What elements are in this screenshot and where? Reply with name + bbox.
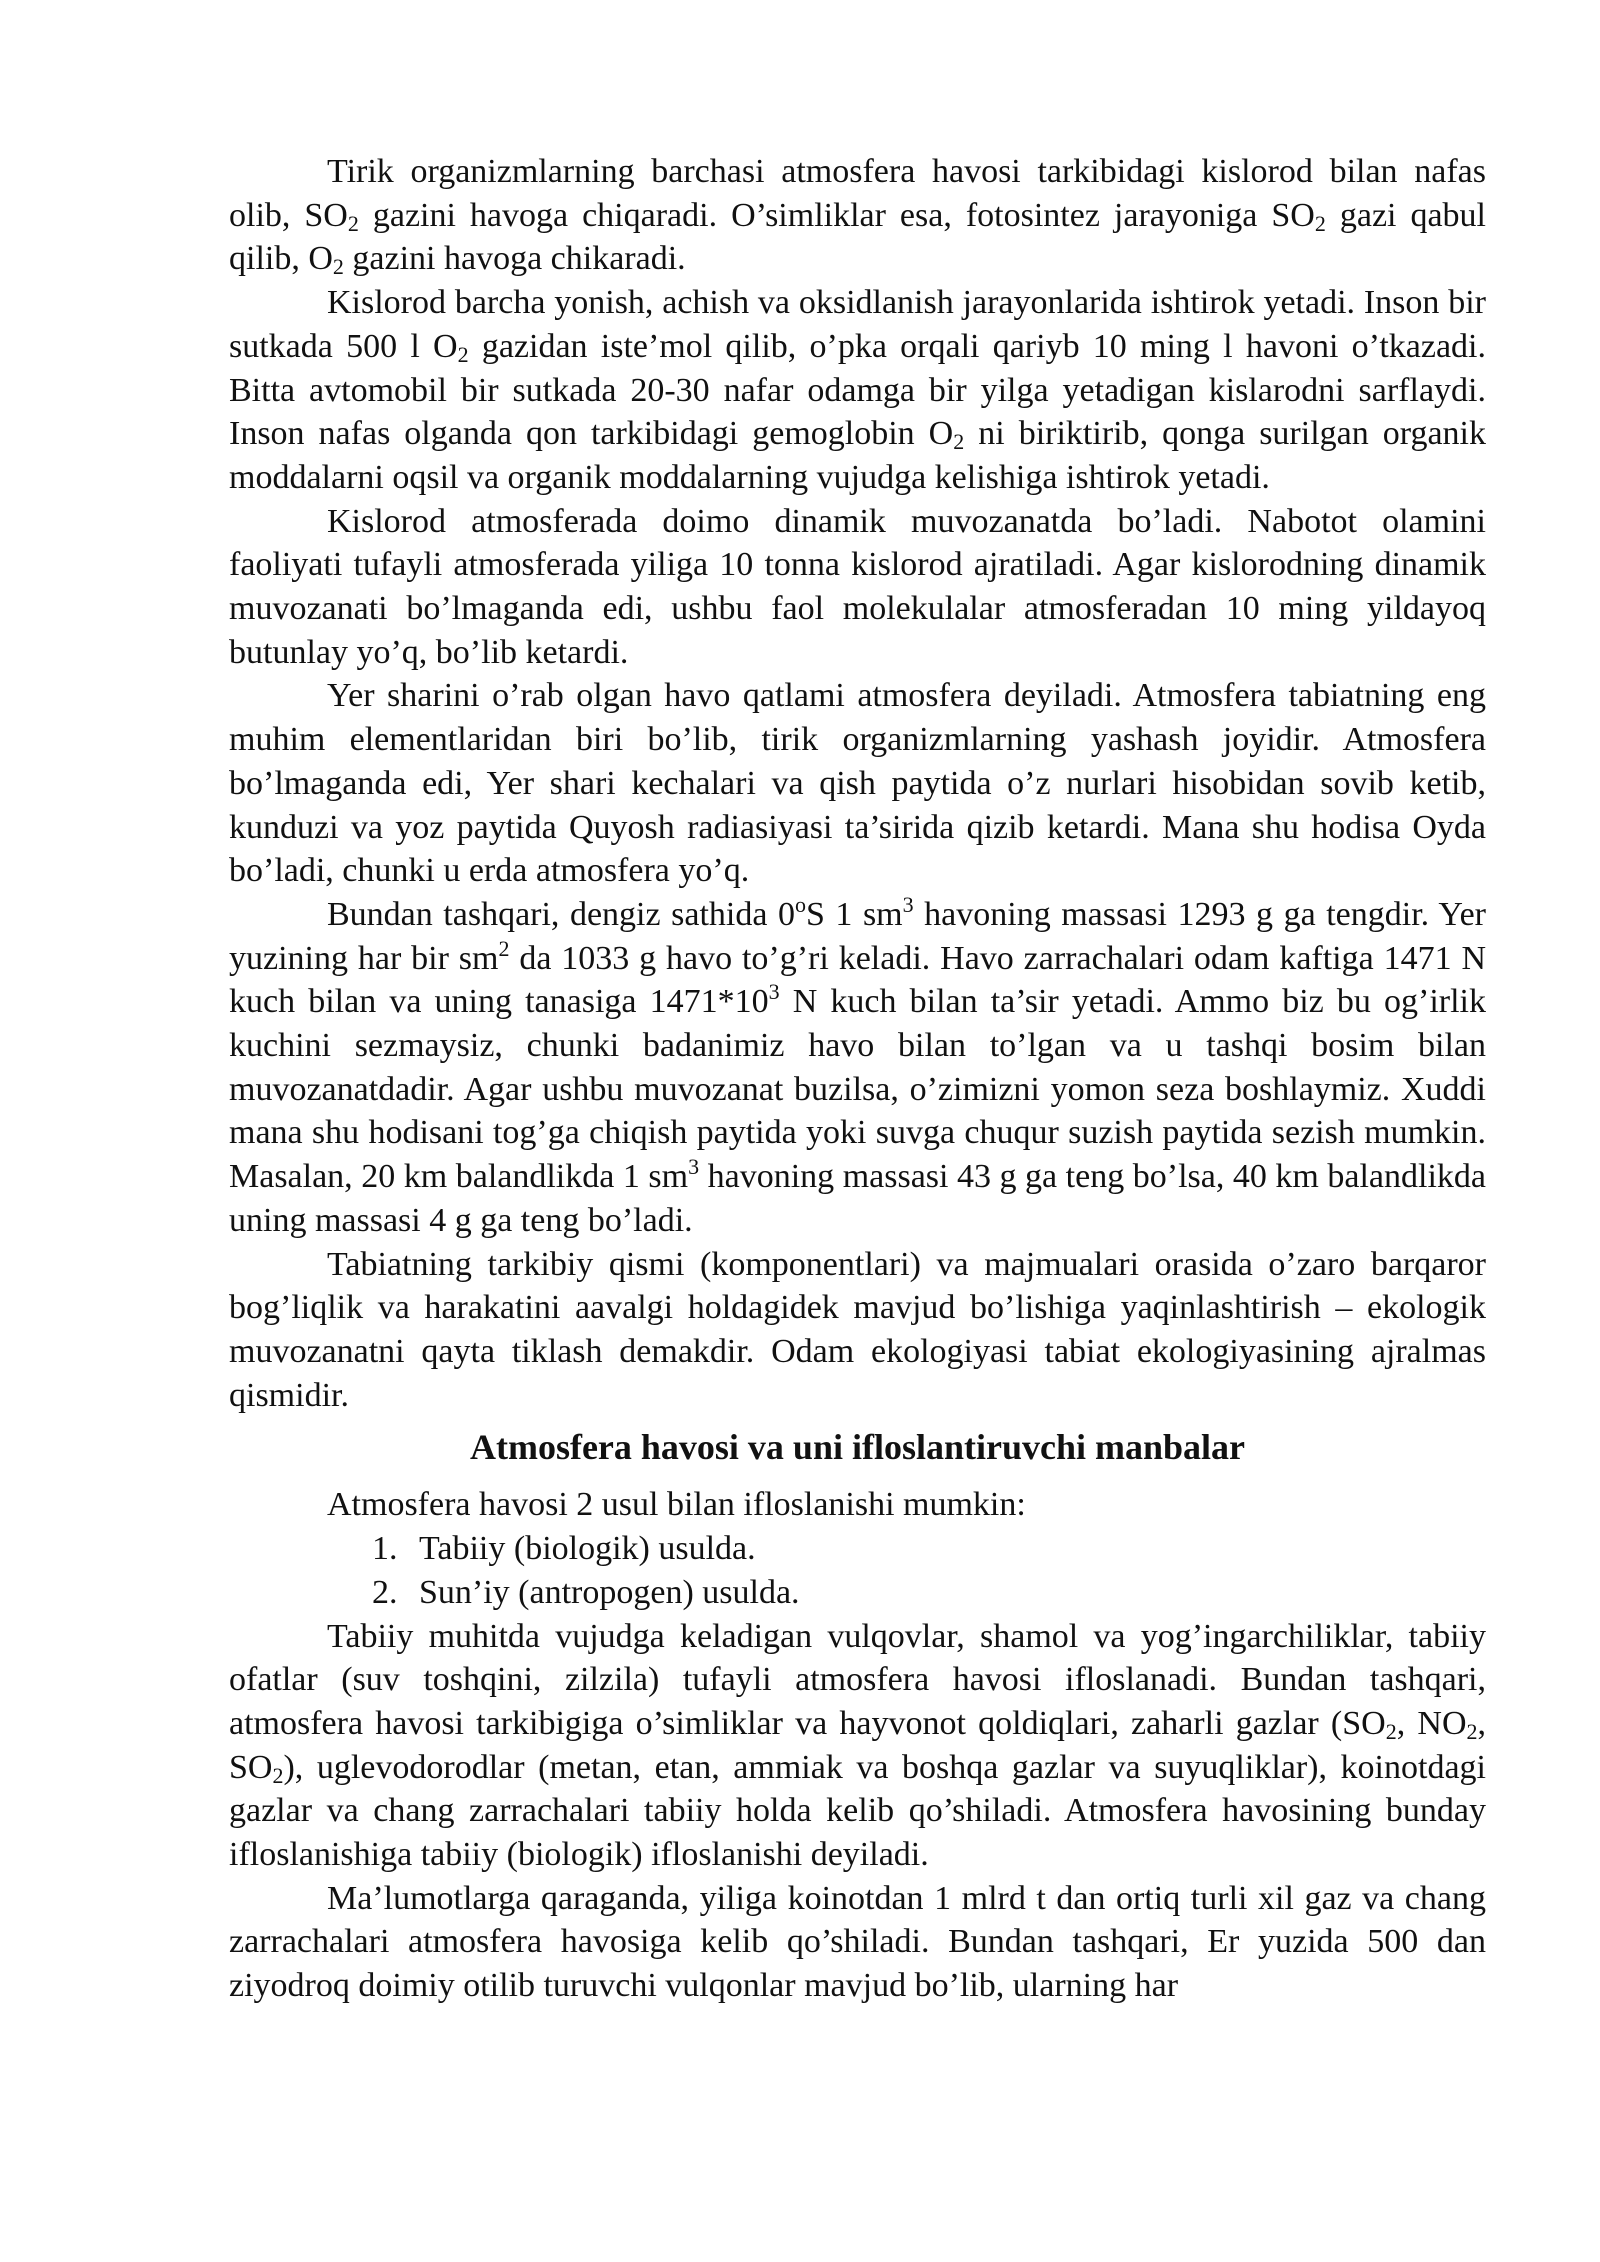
paragraph-oxygen-combustion: Kislorod barcha yonish, achish va oksidlanish jarayonlarida ishtirok yetadi. Inson bir sutkada 500 l $O_2$ gazidan iste’mol qilib, o’pka orqali qariyb 10 ming l havoni o’tkazadi. Bitta avtomobil bir sutkada 20-30 nafar odamga bir yilga yetadigan kislarodni sarflaydi. Inson nafas olganda qon tarkibidagi gemoglobin $O_2$ ni biriktirib, qonga surilgan organik moddalarni oqsil va organik moddalarning vujudga kelishiga ishtirok yetadi.: [229, 284, 1486, 496]
list-item: 2. Sun’iy (antropogen) usulda.: [372, 1573, 800, 1611]
paragraph-cosmic-dust-volcanoes: Ma’lumotlarga qaraganda, yiliga koinotdan 1 mlrd t dan ortiq turli xil gaz va chang zarrachalari atmosfera havosiga kelib qo’shiladi. Bundan tashqari, Er yuzida 500 dan ziyodroq doimiy otilib turuvchi vulqonlar mavjud bo’lib, ularning har: [229, 1879, 1486, 2005]
paragraph-atmosphere-definition: Yer sharini o’rab olgan havo qatlami atmosfera deyiladi. Atmosfera tabiatning eng muhim elementlaridan biri bo’lib, tirik organizmlarning yashash joyidir. Atmosfera bo’lmaganda edi, Yer shari kechalari va qish paytida o’z nurlari hisobidan sovib ketib, kunduzi va yoz paytida Quyosh radiasiyasi ta’sirida qizib ketardi. Mana shu hodisa Oyda bo’ladi, chunki u erda atmosfera yo’q.: [229, 677, 1486, 890]
paragraph-ecological-balance: Tabiatning tarkibiy qismi (komponentlari) va majmualari orasida o’zaro barqaror bog’liqlik va harakatini aavalgi holdagidek mavjud bo’lishiga yaqinlashtirish – ekologik muvozanatni qayta tiklash demakdir. Odam ekologiyasi tabiat ekologiyasining ajralmas qismidir.: [229, 1245, 1486, 1414]
section-heading: Atmosfera havosi va uni ifloslantiruvchi manbalar: [469, 1427, 1246, 1468]
pollution-methods-list: [229, 1527, 1486, 1614]
paragraph-natural-pollution: Tabiiy muhitda vujudga keladigan vulqovlar, shamol va yog’ingarchiliklar, tabiiy ofatlar (suv toshqini, zilzila) tufayli atmosfera havosi ifloslanadi. Bundan tashqari, atmosfera havosi tarkibigiga o’simliklar va hayvonot qoldiqlari, zaharli gazlar ($SO_2$, $NO_2$, $SO_2$), uglevodorodlar (metan, etan, ammiak va boshqa gazlar va suyuqliklar), koinotdagi gazlar va chang zarrachalari tabiiy holda kelib qo’shiladi. Atmosfera havosining bunday ifloslanishiga tabiiy (biologik) ifloslanishi deyiladi.: [229, 1617, 1487, 1874]
intro-line: Atmosfera havosi 2 usul bilan ifloslanishi mumkin:: [327, 1486, 1026, 1524]
paragraph-oxygen-respiration: Tirik organizmlarning barchasi atmosfera havosi tarkibidagi kislorod bilan nafas olib, $SO_2$ gazini havoga chiqaradi. O’simliklar esa, fotosintez jarayoniga $SO_2$ gazi qabul qilib, $O_2$ gazini havoga chikaradi.: [229, 153, 1487, 280]
document-page: [229, 150, 1486, 2008]
paragraph-air-mass: Bundan tashqari, dengiz sathida 0$^o$S 1 $sm^3$ havoning massasi 1293 g ga tengdir. Yer yuzining har bir $sm^2$ da 1033 g havo to’g’ri keladi. Havo zarrachalari odam kaftiga 1471 N kuch bilan va uning tanasiga $1471*10^3$ N kuch bilan ta’sir yetadi. Ammo biz bu og’irlik kuchini sezmaysiz, chunki badanimiz havo bilan to’lgan va u tashqi bosim bilan muvozanatdadir. Agar ushbu muvozanat buzilsa, o’zimizni yomon seza boshlaymiz. Xuddi mana shu hodisani tog’ga chiqish paytida yoki suvga chuqur suzish paytida sezish mumkin. Masalan, 20 km balandlikda 1 $sm^3$ havoning massasi 43 g ga teng bo’lsa, 40 km balandlikda uning massasi 4 g ga teng bo’ladi.: [229, 891, 1487, 1239]
paragraph-oxygen-balance: Kislorod atmosferada doimo dinamik muvozanatda bo’ladi. Nabotot olamini faoliyati tufayli atmosferada yiliga 10 tonna kislorod ajratiladi. Agar kislorodning dinamik muvozanati bo’lmaganda edi, ushbu faol molekulalar atmosferadan 10 ming yildayoq butunlay yo’q, bo’lib ketardi.: [229, 502, 1486, 671]
list-item: 1. Tabiiy (biologik) usulda.: [372, 1530, 756, 1568]
